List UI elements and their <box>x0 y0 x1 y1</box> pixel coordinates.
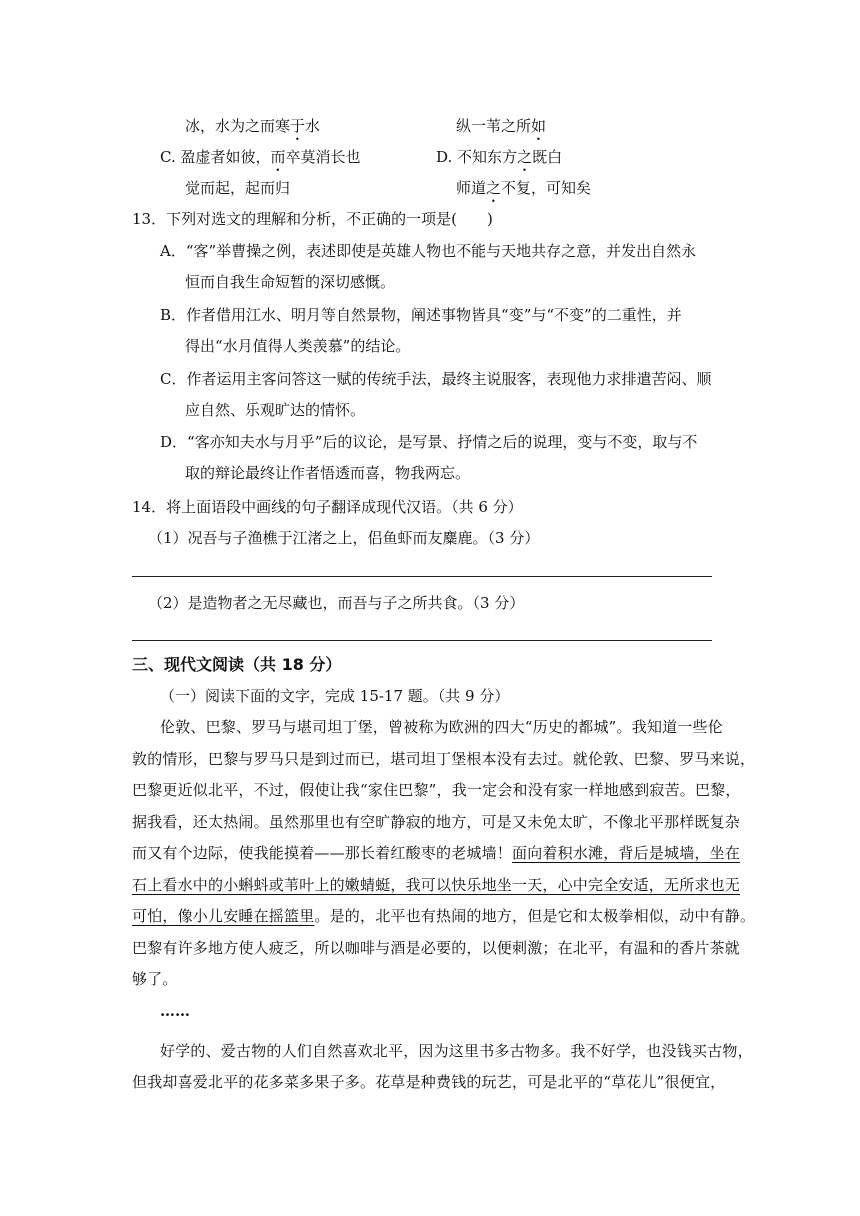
underlined-sentence: 面向着积水滩，背后是城墙，坐在 <box>512 844 741 862</box>
question-13-option-d-line2: 取的辩论最终让作者悟透而喜，物我两忘。 <box>185 464 471 482</box>
question-13-option-d-line1: D．“客亦知夫水与月乎”后的议论，是写景、抒情之后的说理，变与不变，取与不 <box>160 433 698 451</box>
option-d-line1: D. 不知东方之既白 <box>436 148 563 166</box>
passage-p1-line1: 伦敦、巴黎、罗马与堪司坦丁堡，曾被称为欧洲的四大“历史的都城”。我知道一些伦 <box>160 718 723 736</box>
option-c-line2: 觉而起，起而归 <box>185 179 291 197</box>
passage-p1-line8: 巴黎有许多地方使人疲乏，所以咖啡与酒是必要的，以便刺激；在北平，有温和的香片茶就 <box>132 939 741 957</box>
question-13-option-b-line1: B．作者借用江水、明月等自然景物，阐述事物皆具“变”与“不变”的二重性，并 <box>160 306 682 324</box>
question-13-option-c-line2: 应自然、乐观旷达的情怀。 <box>185 401 366 419</box>
question-14-stem: 14．将上面语段中画线的句子翻译成现代汉语。（共 6 分） <box>132 498 523 516</box>
question-13-option-b-line2: 得出“水月值得人类羡慕”的结论。 <box>185 337 411 355</box>
passage-p1-line2: 敦的情形，巴黎与罗马只是到过而已，堪司坦丁堡根本没有去过。就伦敦、巴黎、罗马来说， <box>132 750 756 768</box>
ellipsis: …… <box>160 1002 190 1020</box>
answer-line-2[interactable] <box>132 640 712 641</box>
passage-p1-line3: 巴黎更近似北平，不过，假使让我“家住巴黎”，我一定会和没有家一样地感到寂苦。巴黎， <box>132 781 741 799</box>
option-b-left-line2: 冰，水为之而寒于水 <box>185 117 321 135</box>
question-14-sentence-1: （1）况吾与子渔樵于江渚之上，侣鱼虾而友麋鹿。（3 分） <box>148 529 540 547</box>
question-13-option-a-line2: 恒而自我生命短暂的深切感慨。 <box>185 273 396 291</box>
answer-line-1[interactable] <box>132 576 712 577</box>
section-3-title: 三、现代文阅读（共 18 分） <box>132 655 342 674</box>
passage-p2-line2: 但我却喜爱北平的花多菜多果子多。花草是种费钱的玩艺，可是北平的“草花儿”很便宜， <box>132 1073 726 1091</box>
option-b-right-line2: 纵一苇之所如 <box>456 117 547 135</box>
passage-p1-line6: 石上看水中的小蝌蚪或苇叶上的嫩蜻蜓，我可以快乐地坐一天，心中完全安适，无所求也无 <box>132 876 741 894</box>
passage-p1-line4: 据我看，还太热闹。虽然那里也有空旷静寂的地方，可是又未免太旷，不像北平那样既复杂 <box>132 813 741 831</box>
question-13-stem: 13．下列对选文的理解和分析，不正确的一项是( ) <box>132 210 493 228</box>
section-3-subtitle: （一）阅读下面的文字，完成 15-17 题。（共 9 分） <box>160 687 510 705</box>
question-13-option-a-line1: A．“客”举曹操之例，表述即使是英雄人物也不能与天地共存之意，并发出自然永 <box>160 242 697 260</box>
option-d-line2: 师道之不复，可知矣 <box>456 179 592 197</box>
passage-p1-line5: 而又有个边际，使我能摸着——那长着红酸枣的老城墙！面向着积水滩，背后是城墙，坐在 <box>132 844 741 862</box>
question-13-option-c-line1: C．作者运用主客问答这一赋的传统手法，最终主说服客，表现他力求排遣苦闷、顺 <box>160 370 712 388</box>
passage-p1-line9: 够了。 <box>132 970 178 988</box>
passage-p1-line7: 可怕，像小儿安睡在摇篮里。是的，北平也有热闹的地方，但是它和太极拳相似，动中有静。 <box>132 907 756 925</box>
question-14-sentence-2: （2）是造物者之无尽藏也，而吾与子之所共食。（3 分） <box>148 594 525 612</box>
passage-p2-line1: 好学的、爱古物的人们自然喜欢北平，因为这里书多古物多。我不好学，也没钱买古物， <box>160 1042 753 1060</box>
option-c-line1: C. 盈虚者如彼，而卒莫消长也 <box>160 148 361 166</box>
